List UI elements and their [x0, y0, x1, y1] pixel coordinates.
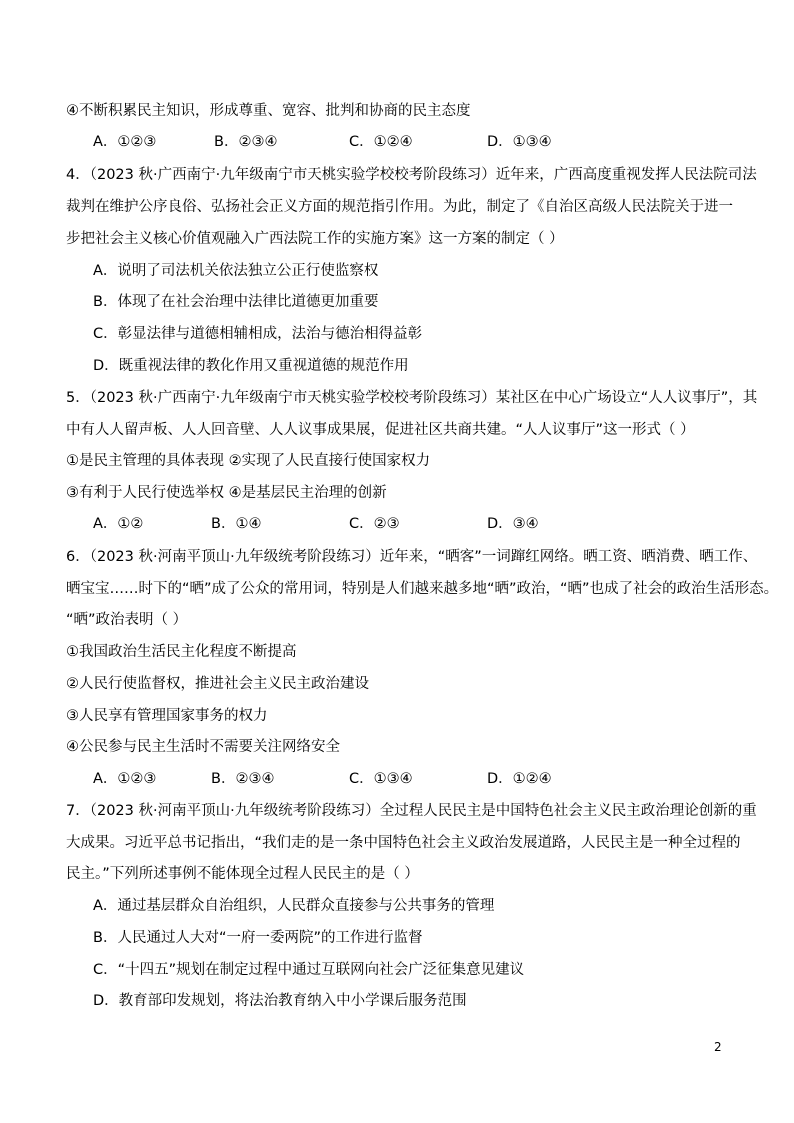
option-b[interactable]: B．②③④ [211, 771, 275, 787]
page-number: 2 [714, 1040, 722, 1054]
option-d[interactable]: D．③④ [487, 516, 539, 532]
q7-option-d[interactable]: D．教育部印发规划，将法治教育纳入中小学课后服务范围 [93, 993, 467, 1009]
q7-stem: 民主。”下列所述事例不能体现全过程人民民主的是（ ） [66, 866, 419, 882]
q5-statements: ①是民主管理的具体表现 ②实现了人民直接行使国家权力 [66, 453, 431, 469]
q7-stem: 大成果。习近平总书记指出，“我们走的是一条中国特色社会主义政治发展道路，人民民主是一种全过程的 [66, 835, 741, 851]
q3-options [0, 132, 700, 152]
option-c[interactable]: C．②③ [349, 516, 400, 532]
q6-stem: 晒宝宝……时下的“晒”成了公众的常用词，特别是人们越来越多地“晒”政治，“晒”也成了社会的政治生活形态。 [66, 581, 779, 597]
q6-options [0, 769, 700, 789]
q5-statements: ③有利于人民行使选举权 ④是基层民主治理的创新 [66, 485, 387, 501]
q4-option-d[interactable]: D．既重视法律的教化作用又重视道德的规范作用 [93, 358, 409, 374]
q4-stem: 4．（2023 秋·广西南宁·九年级南宁市天桃实验学校校考阶段练习）近年来，广西高度重视发挥人民法院司法 [66, 167, 757, 183]
q4-option-b[interactable]: B．体现了在社会治理中法律比道德更加重要 [93, 294, 379, 310]
option-a[interactable]: A．①② [93, 516, 144, 532]
q5-options [0, 514, 700, 534]
q4-option-a[interactable]: A．说明了司法机关依法独立公正行使监察权 [93, 263, 379, 279]
q6-statement: ③人民享有管理国家事务的权力 [66, 708, 268, 724]
option-a[interactable]: A．①②③ [93, 134, 157, 150]
option-a[interactable]: A．①②③ [93, 771, 157, 787]
q4-stem: 步把社会主义核心价值观融入广西法院工作的实施方案》这一方案的制定（ ） [66, 231, 564, 247]
q4-option-c[interactable]: C．彰显法律与道德相辅相成，法治与德治相得益彰 [93, 326, 423, 342]
option-b[interactable]: B．②③④ [214, 134, 278, 150]
statement-4: ④不断积累民主知识，形成尊重、宽容、批判和协商的民主态度 [66, 103, 471, 119]
q7-option-b[interactable]: B．人民通过人大对“一府一委两院”的工作进行监督 [93, 930, 423, 946]
option-d[interactable]: D．①③④ [487, 134, 552, 150]
q7-option-c[interactable]: C．“十四五”规划在制定过程中通过互联网向社会广泛征集意见建议 [93, 962, 525, 978]
q6-stem: 6．（2023 秋·河南平顶山·九年级统考阶段练习）近年来，“晒客”一词蹿红网络。晒工资、晒消费、晒工作、 [66, 549, 758, 565]
option-b[interactable]: B．①④ [211, 516, 262, 532]
q4-stem: 裁判在维护公序良俗、弘扬社会正义方面的规范指引作用。为此，制定了《自治区高级人民法院关于进一 [66, 199, 733, 215]
q6-statement: ①我国政治生活民主化程度不断提高 [66, 644, 297, 660]
q6-statement: ②人民行使监督权，推进社会主义民主政治建设 [66, 676, 369, 692]
q6-statement: ④公民参与民主生活时不需要关注网络安全 [66, 739, 340, 755]
q6-stem: “晒”政治表明（ ） [66, 612, 188, 628]
q7-stem: 7．（2023 秋·河南平顶山·九年级统考阶段练习）全过程人民民主是中国特色社会主义民主政治理论创新的重 [66, 803, 757, 819]
q5-stem: 中有人人留声板、人人回音壁、人人议事成果展，促进社区共商共建。“人人议事厅”这一形式（ ） [66, 422, 695, 438]
option-d[interactable]: D．①②④ [487, 771, 552, 787]
option-c[interactable]: C．①③④ [349, 771, 413, 787]
q5-stem: 5．（2023 秋·广西南宁·九年级南宁市天桃实验学校校考阶段练习）某社区在中心广场设立“人人议事厅”，其 [66, 390, 758, 406]
q7-option-a[interactable]: A．通过基层群众自治组织，人民群众直接参与公共事务的管理 [93, 898, 495, 914]
option-c[interactable]: C．①②④ [349, 134, 413, 150]
